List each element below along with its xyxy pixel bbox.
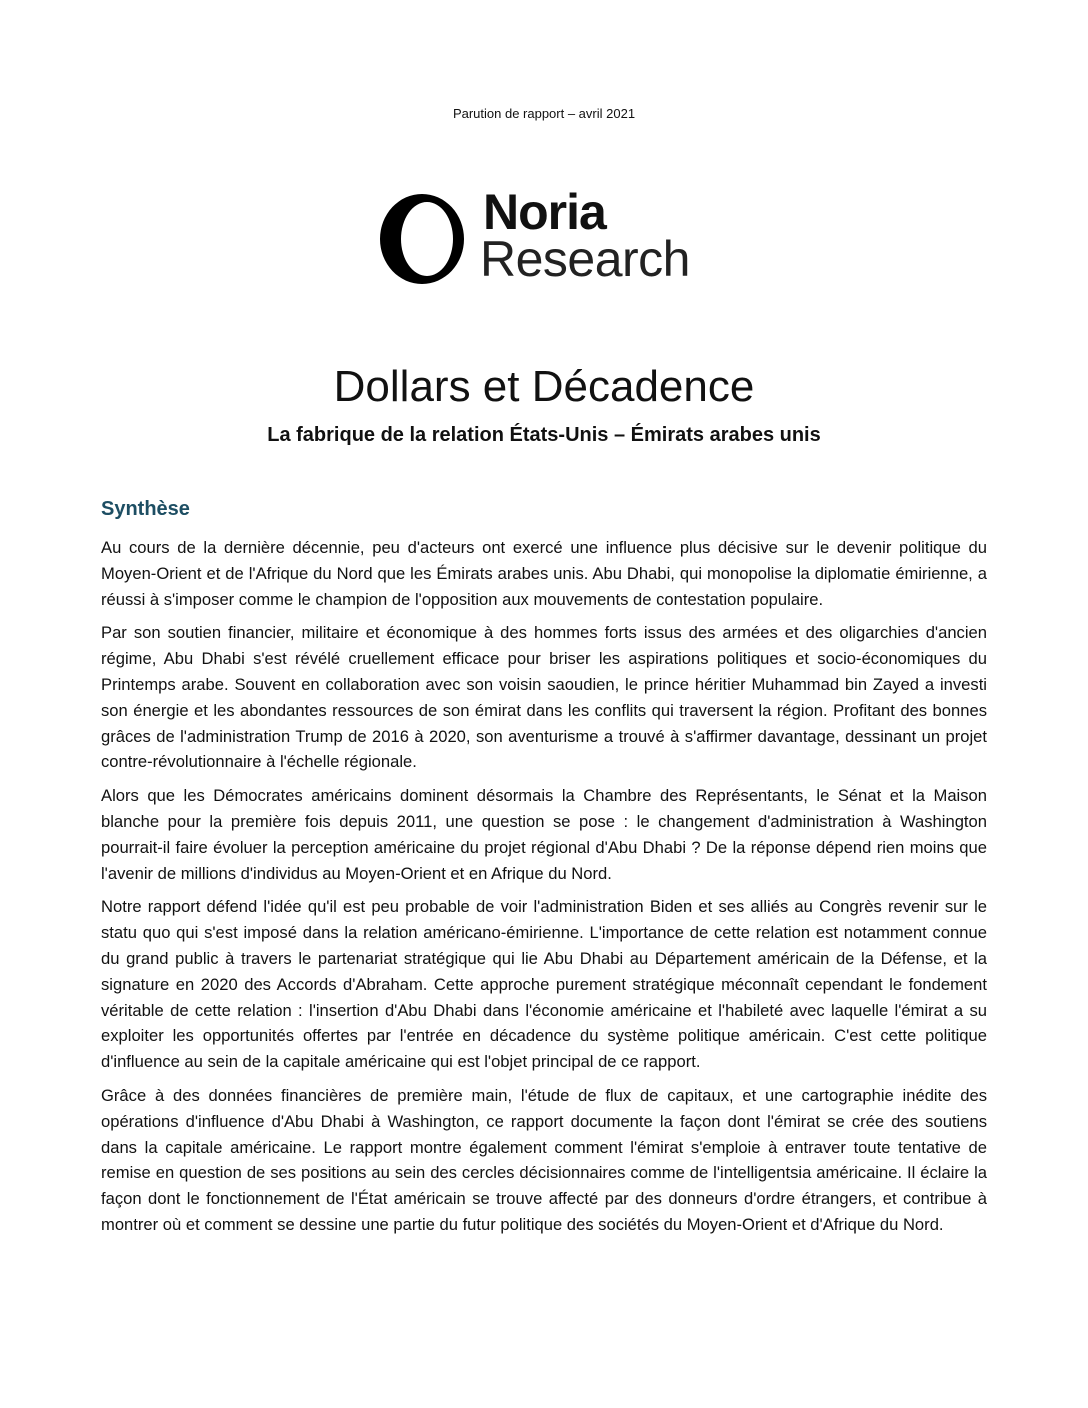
paragraph: Notre rapport défend l'idée qu'il est peu probable de voir l'administration Biden et ses alliés au Congrès revenir sur le statu quo qui s'est imposé dans la relation américano-émirienne. L'importance de cette relation est notamment connue du grand public à travers le partenariat stratégique qui lie Abu Dhabi au Département américain de la Défense, et la signature en 2020 des Accords d'Abraham. Cette approche purement stratégique méconnaît cependant le fondement véritable de cette relation : l'insertion d'Abu Dhabi dans l'économie américaine et l'habileté avec laquelle l'émirat a su exploiter les opportunités offertes par l'entrée en décadence du système politique américain. C'est cette politique d'influence au sein de la capitale américaine qui est l'objet principal de ce rapport.	[101, 897, 987, 1072]
crescent-logo-icon	[377, 192, 467, 284]
paragraph: Au cours de la dernière décennie, peu d'acteurs ont exercé une influence plus décisive sur le devenir politique du Moyen-Orient et de l'Afrique du Nord que les Émirats arabes unis. Abu Dhabi, qui monopolise la diplomatie émirienne, a réussi à s'imposer comme le champion de l'opposition aux mouvements de contestation populaire.	[101, 538, 987, 609]
logo-line-1: Noria	[483, 184, 606, 240]
release-date-header: Parution de rapport – avril 2021	[452, 106, 636, 121]
paragraph: Par son soutien financier, militaire et économique à des hommes forts issus des armées et des oligarchies d'ancien régime, Abu Dhabi s'est révélé cruellement efficace pour briser les aspirations politiques et socio-économiques du Printemps arabe. Souvent en collaboration avec son voisin saoudien, le prince héritier Muhammad bin Zayed a investi son énergie et les abondantes ressources de son émirat dans les conflits qui traversent la région. Profitant des bonnes grâces de l'administration Trump de 2016 à 2020, son aventurisme a trouvé à s'affirmer davantage, dessinant un projet contre-révolutionnaire à l'échelle régionale.	[101, 623, 987, 772]
document-subtitle: La fabrique de la relation États-Unis – Émirats arabes unis	[267, 424, 821, 446]
paragraph: Alors que les Démocrates américains dominent désormais la Chambre des Représentants, le Sénat et la Maison blanche pour la première fois depuis 2011, une question se pose : le changement d'administration à Washington pourrait-il faire évoluer la perception américaine du projet régional d'Abu Dhabi ? De la réponse dépend rien moins que l'avenir de millions d'individus au Moyen-Orient et en Afrique du Nord.	[101, 786, 987, 883]
noria-research-logo	[377, 184, 717, 288]
section-heading: Synthèse	[101, 498, 190, 520]
document-body	[101, 535, 987, 1246]
logo-line-2: Research	[480, 231, 690, 287]
document-title: Dollars et Décadence	[333, 362, 755, 411]
paragraph: Grâce à des données financières de première main, l'étude de flux de capitaux, et une cartographie inédite des opérations d'influence d'Abu Dhabi à Washington, ce rapport documente la façon dont l'émirat se crée des soutiens dans la capitale américaine. Le rapport montre également comment l'émirat s'emploie à entraver toute tentative de remise en question de ses positions au sein des cercles décisionnaires comme de l'intelligentsia américaine. Il éclaire la façon dont le fonctionnement de l'État américain se trouve affecté par des donneurs d'ordre étrangers, et contribue à montrer où et comment se dessine une partie du futur politique des sociétés du Moyen-Orient et d'Afrique du Nord.	[101, 1085, 987, 1234]
